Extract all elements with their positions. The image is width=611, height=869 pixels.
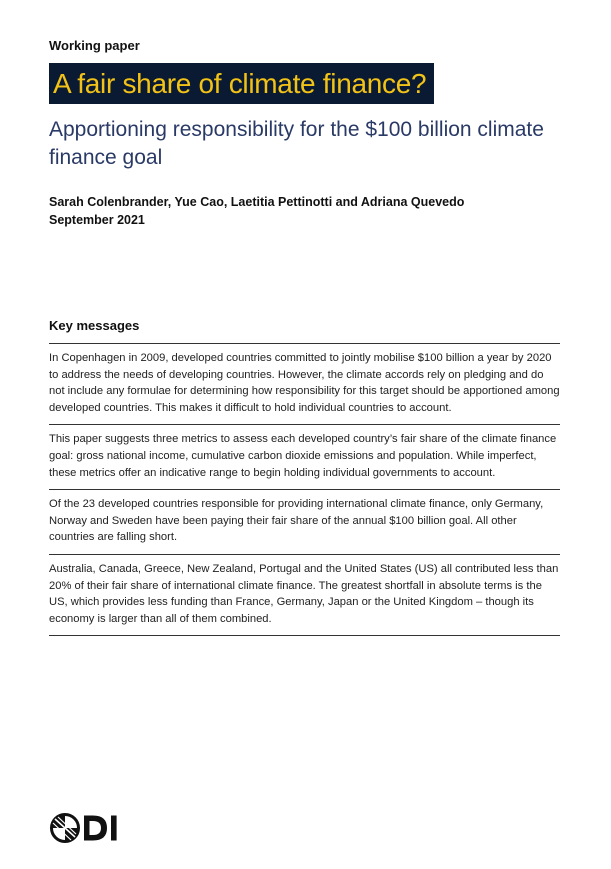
key-messages-heading: Key messages: [49, 318, 140, 333]
key-message-item: Australia, Canada, Greece, New Zealand, Portugal and the United States (US) all contributed less than 20% of their fair share of international climate finance. The greatest shortfall in absolute terms is the US, which provides less funding than France, Germany, Japan or the United Kingdom – though its economy is larger than all of them combined.: [49, 554, 560, 636]
odi-logo-icon: [49, 812, 127, 844]
key-messages-list: [49, 343, 560, 636]
document-subtitle: Apportioning responsibility for the $100 billion climate finance goal: [49, 118, 544, 169]
author-names: Sarah Colenbrander, Yue Cao, Laetitia Pettinotti and Adriana Quevedo: [49, 195, 465, 209]
key-message-item: This paper suggests three metrics to assess each developed country’s fair share of the climate finance goal: gross national income, cumulative carbon dioxide emissions and population. While imperfect, these metrics offer an indicative range to begin holding individual governments to account.: [49, 424, 560, 489]
key-message-item: In Copenhagen in 2009, developed countries committed to jointly mobilise $100 billion a year by 2020 to address the needs of developing countries. However, the climate accords rely on pledging and do not include any formulae for determining how responsibility for this target should be apportioned among developed countries. This makes it difficult to hold individual countries to account.: [49, 343, 560, 424]
document-type-label: Working paper: [49, 38, 140, 53]
author-block: [49, 193, 569, 229]
odi-logo: [49, 812, 127, 844]
document-title: A fair share of climate finance?: [49, 63, 434, 104]
publication-date: September 2021: [49, 213, 145, 227]
key-message-item: Of the 23 developed countries responsible for providing international climate finance, only Germany, Norway and Sweden have been paying their fair share of the annual $100 billion goal. All other countries are falling short.: [49, 489, 560, 554]
